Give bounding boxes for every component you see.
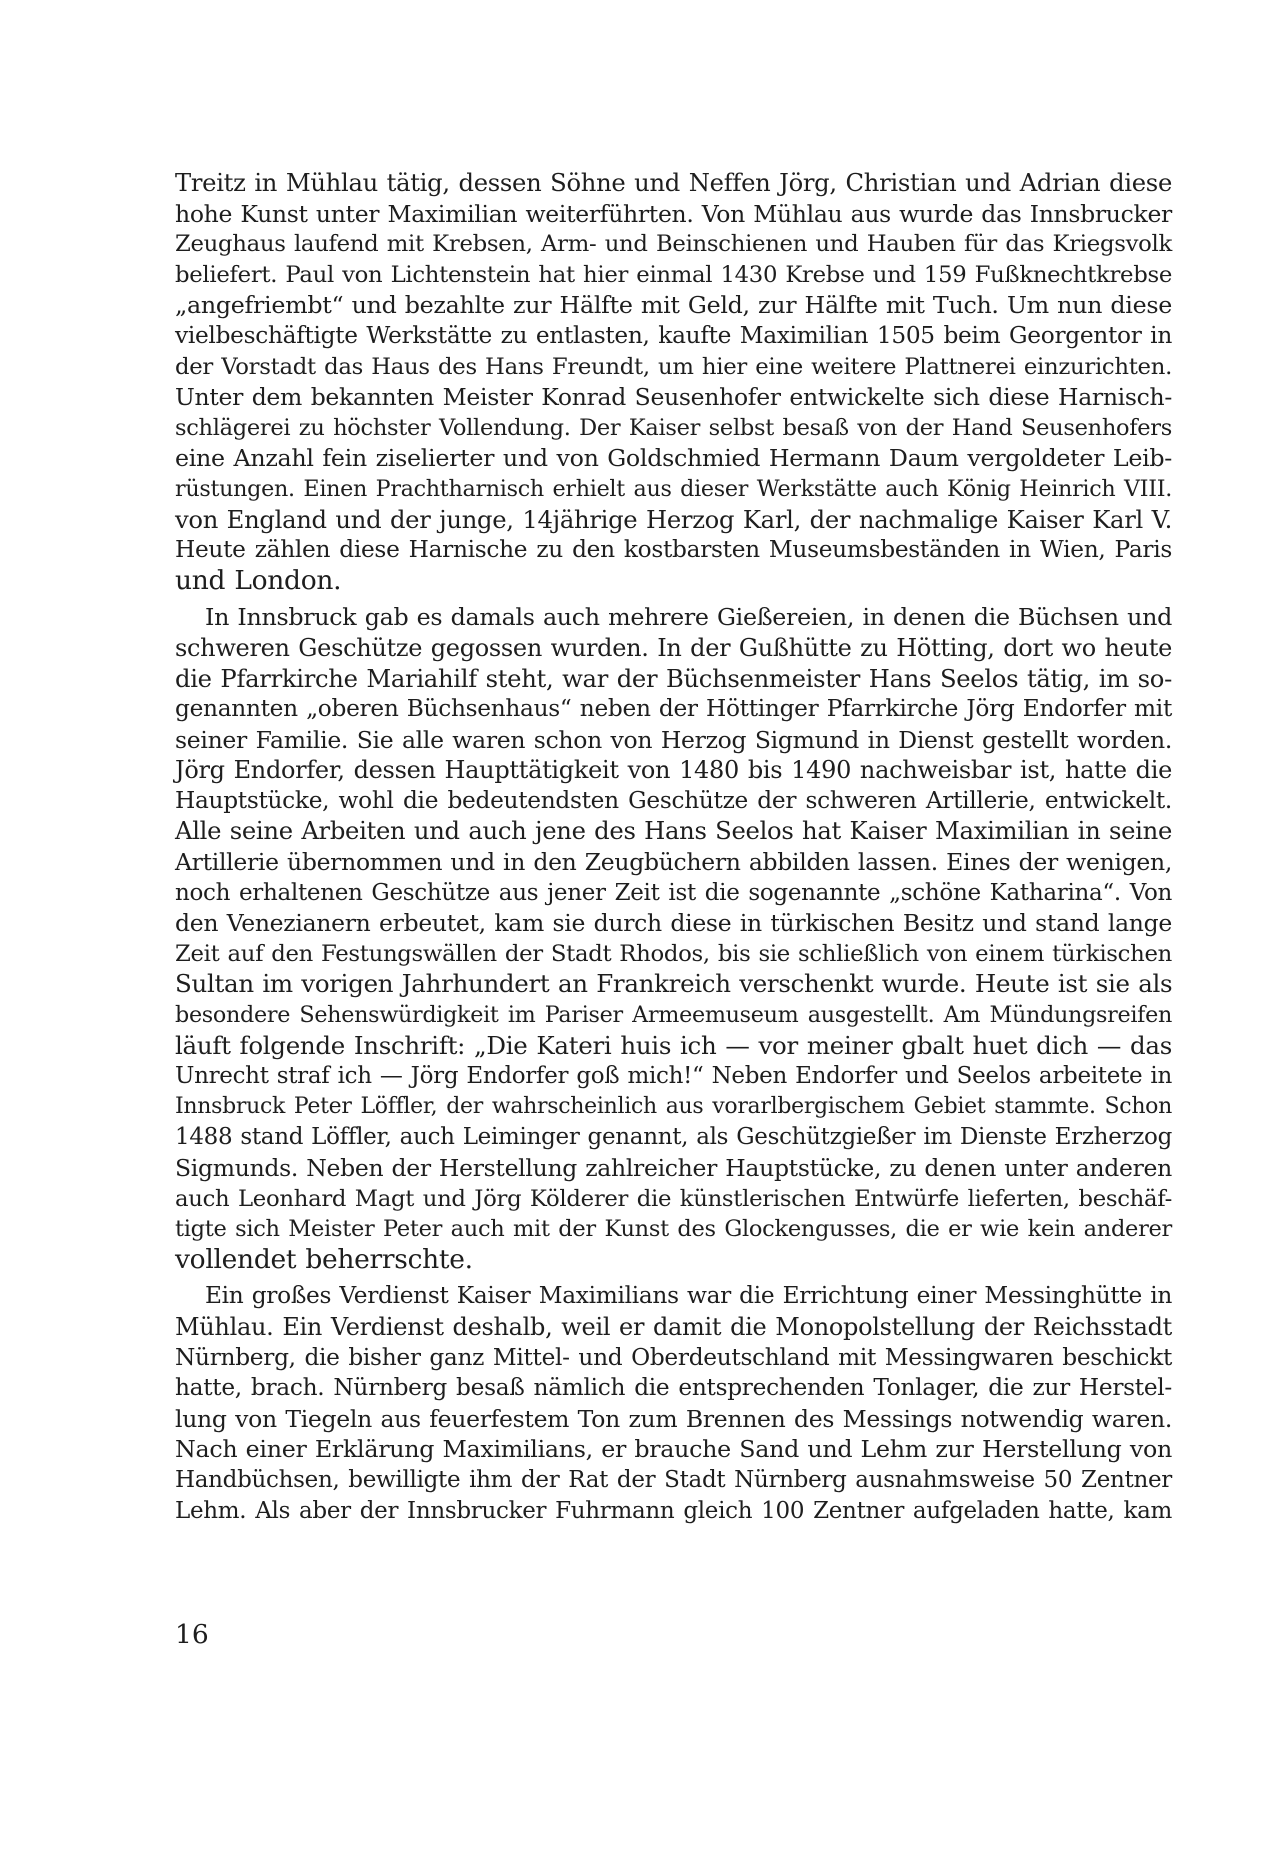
text-line: Zeit auf den Festungswällen der Stadt Rhodos, bis sie schließlich von einem türkischen (175, 940, 1172, 967)
text-line: den Venezianern erbeutet, kam sie durch diese in türkischen Besitz und stand lange (175, 909, 1172, 938)
text-line: 1488 stand Löffler, auch Leiminger genannt, als Geschützgießer im Dienste Erzherzog (175, 1124, 1172, 1151)
text-line: Handbüchsen, bewilligte ihm der Rat der Stadt Nürnberg ausnahmsweise 50 Zentner (175, 1466, 1172, 1493)
text-line: auch Leonhard Magt und Jörg Kölderer die künstlerischen Entwürfe lieferten, beschäf- (175, 1185, 1172, 1212)
text-line: von England und der junge, 14jährige Herzog Karl, der nachmalige Kaiser Karl V. (175, 504, 1172, 534)
text-line: Innsbruck Peter Löffler, der wahrscheinlich aus vorarlbergischem Gebiet stammte. Schon (175, 1093, 1172, 1119)
text-line: Unter dem bekannten Meister Konrad Seusenhofer entwickelte sich diese Harnisch- (175, 383, 1172, 412)
text-line: Zeughaus laufend mit Krebsen, Arm- und Beinschienen und Hauben für das Kriegsvolk (175, 231, 1172, 258)
text-line: vielbeschäftigte Werkstätte zu entlasten, kaufte Maximilian 1505 beim Georgentor in (175, 321, 1172, 349)
text-line: Mühlau. Ein Verdienst deshalb, weil er damit die Monopolstellung der Reichsstadt (175, 1312, 1172, 1341)
text-line: Alle seine Arbeiten und auch jene des Hans Seelos hat Kaiser Maximilian in seine (175, 816, 1172, 846)
text-line: schlägerei zu höchster Vollendung. Der Kaiser selbst besaß von der Hand Seusenhofers (175, 414, 1172, 441)
text-line: Ein großes Verdienst Kaiser Maximilians war die Errichtung einer Messinghütte in (205, 1282, 1172, 1310)
text-line: „angefriembt“ und bezahlte zur Hälfte mit Geld, zur Hälfte mit Tuch. Um nun diese (175, 291, 1172, 320)
text-line: Unrecht straf ich — Jörg Endorfer goß mich!“ Neben Endorfer und Seelos arbeitete in (175, 1063, 1172, 1090)
text-line: vollendet beherrschte. (175, 1243, 473, 1275)
text-line: Sigmunds. Neben der Herstellung zahlreicher Hauptstücke, zu denen unter anderen (175, 1154, 1172, 1182)
text-line: Nach einer Erklärung Maximilians, er brauche Sand und Lehm zur Herstellung von (175, 1435, 1172, 1464)
text-line: seiner Familie. Sie alle waren schon von Herzog Sigmund in Dienst gestellt worden. (175, 725, 1172, 754)
text-line: eine Anzahl fein ziselierter und von Goldschmied Hermann Daum vergoldeter Leib- (175, 444, 1172, 473)
text-line: Nürnberg, die bisher ganz Mittel- und Oberdeutschland mit Messingwaren beschickt (175, 1343, 1172, 1371)
text-line: lung von Tiegeln aus feuerfestem Ton zum Brennen des Messings notwendig waren. (175, 1404, 1172, 1433)
text-line: der Vorstadt das Haus des Hans Freundt, um hier eine weitere Plattnerei einzurichten. (175, 353, 1172, 380)
text-line: tigte sich Meister Peter auch mit der Kunst des Glockengusses, die er wie kein anderer (175, 1216, 1172, 1243)
paragraph-1 (175, 168, 1172, 596)
text-line: Sultan im vorigen Jahrhundert an Frankreich verschenkt wurde. Heute ist sie als (175, 969, 1173, 999)
text-line: die Pfarrkirche Mariahilf steht, war der Büchsenmeister Hans Seelos tätig, im so- (175, 663, 1172, 693)
page-number: 16 (175, 1619, 209, 1650)
text-line: rüstungen. Einen Prachtharnisch erhielt aus dieser Werkstätte auch König Heinrich VIII. (175, 475, 1172, 502)
text-line: hatte, brach. Nürnberg besaß nämlich die entsprechenden Tonlager, die zur Herstel- (175, 1374, 1172, 1402)
text-line: Hauptstücke, wohl die bedeutendsten Geschütze der schweren Artillerie, entwickelt. (175, 786, 1172, 814)
paragraph-3 (175, 1281, 1172, 1526)
text-line: und London. (175, 564, 342, 596)
text-line: Treitz in Mühlau tätig, dessen Söhne und Neffen Jörg, Christian und Adrian diese (175, 168, 1172, 197)
text-line: hohe Kunst unter Maximilian weiterführten. Von Mühlau aus wurde das Innsbrucker (175, 199, 1172, 228)
book-page-body (175, 168, 1172, 1526)
text-line: In Innsbruck gab es damals auch mehrere Gießereien, in denen die Büchsen und (205, 603, 1172, 632)
text-line: noch erhaltenen Geschütze aus jener Zeit ist die sogenannte „schöne Katharina“. Von (175, 879, 1172, 906)
text-line: Heute zählen diese Harnische zu den kostbarsten Museumsbeständen in Wien, Paris (175, 536, 1172, 564)
text-line: Lehm. Als aber der Innsbrucker Fuhrmann gleich 100 Zentner aufgeladen hatte, kam (175, 1497, 1172, 1524)
text-line: beliefert. Paul von Lichtenstein hat hier einmal 1430 Krebse und 159 Fußknechtkrebse (175, 261, 1172, 288)
text-line: besondere Sehenswürdigkeit im Pariser Armeemuseum ausgestellt. Am Mündungsreifen (175, 1002, 1172, 1029)
text-line: Jörg Endorfer, dessen Haupttätigkeit von 1480 bis 1490 nachweisbar ist, hatte die (175, 756, 1172, 785)
text-line: schweren Geschütze gegossen wurden. In der Gußhütte zu Hötting, dort wo heute (175, 633, 1172, 662)
paragraph-2 (175, 602, 1172, 1275)
text-line: genannten „oberen Büchsenhaus“ neben der Höttinger Pfarrkirche Jörg Endorfer mit (175, 695, 1172, 723)
text-line: läuft folgende Inschrift: „Die Kateri huis ich — vor meiner gbalt huet dich — das (175, 1030, 1172, 1060)
text-line: Artillerie übernommen und in den Zeugbüchern abbilden lassen. Eines der wenigen, (175, 848, 1172, 877)
